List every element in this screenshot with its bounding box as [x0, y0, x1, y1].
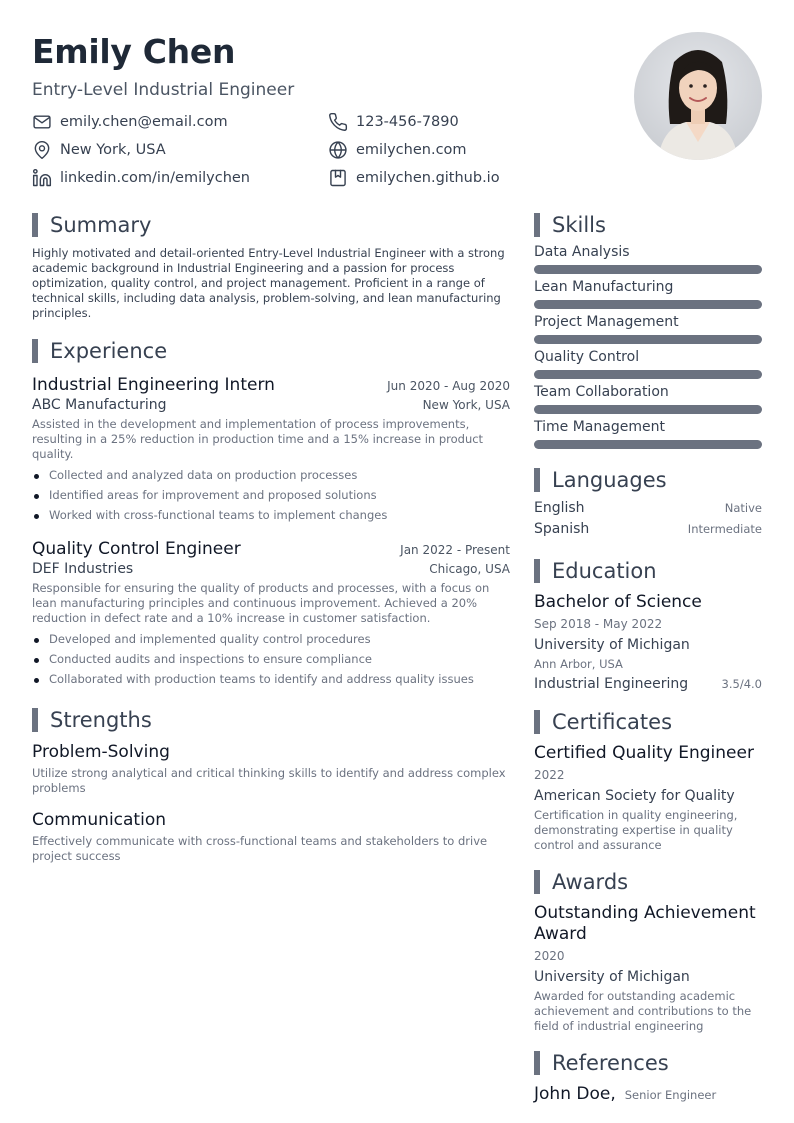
skill-name: Data Analysis — [534, 244, 630, 260]
phone-text: 123-456-7890 — [356, 114, 459, 130]
certificate-description: Certification in quality engineering, demonstrating expertise in quality control and assurance — [534, 808, 738, 852]
skill-name: Quality Control — [534, 349, 640, 365]
section-accent-bar — [32, 708, 38, 732]
summary-heading-text: Summary — [50, 213, 152, 237]
contact-github[interactable] — [328, 168, 500, 188]
job-bullet: Conducted audits and inspections to ensure compliance — [32, 649, 510, 669]
profile-photo — [634, 32, 762, 160]
experience-heading — [32, 338, 510, 364]
section-accent-bar — [534, 710, 540, 734]
skill-level-bar — [534, 370, 762, 379]
skills-heading-text: Skills — [552, 213, 606, 237]
strength-title: Communication — [32, 810, 166, 830]
award-title: Outstanding Achievement Award — [534, 903, 756, 944]
languages-list — [534, 498, 762, 539]
website-text: emilychen.com — [356, 142, 467, 158]
contact-info — [32, 112, 622, 202]
email-icon — [32, 112, 52, 132]
language-level: Intermediate — [687, 522, 762, 536]
location-text: New York, USA — [60, 142, 166, 158]
section-accent-bar — [32, 339, 38, 363]
contact-phone[interactable] — [328, 112, 459, 132]
job-bullet: Collaborated with production teams to identify and address quality issues — [32, 669, 510, 689]
skill-item — [534, 243, 762, 274]
languages-heading — [534, 467, 762, 493]
school-name: University of Michigan — [534, 637, 690, 653]
email-text: emily.chen@email.com — [60, 114, 228, 130]
skill-name: Lean Manufacturing — [534, 279, 674, 295]
education-heading — [534, 558, 762, 584]
contact-location — [32, 140, 166, 160]
strength-item — [32, 741, 510, 796]
field-of-study: Industrial Engineering — [534, 676, 689, 692]
job-bullet: Developed and implemented quality control procedures — [32, 629, 510, 649]
section-accent-bar — [534, 1051, 540, 1075]
experience-item — [32, 538, 510, 689]
job-location: Chicago, USA — [429, 562, 510, 576]
language-item — [534, 498, 762, 518]
references-heading — [534, 1050, 762, 1076]
skill-item — [534, 418, 762, 449]
skill-level-bar — [534, 440, 762, 449]
contact-website[interactable] — [328, 140, 467, 160]
linkedin-icon — [32, 168, 52, 188]
certificate-title: Certified Quality Engineer — [534, 743, 754, 763]
skill-item — [534, 313, 762, 344]
job-company: ABC Manufacturing — [32, 397, 167, 413]
reference-item — [534, 1084, 762, 1105]
strength-description: Utilize strong analytical and critical thinking skills to identify and address complex problems — [32, 766, 506, 795]
language-name: Spanish — [534, 521, 590, 537]
strength-description: Effectively communicate with cross-functional teams and stakeholders to drive project success — [32, 834, 488, 863]
reference-role: Senior Engineer — [624, 1088, 717, 1102]
globe-icon — [328, 140, 348, 160]
job-bullet: Collected and analyzed data on production processes — [32, 465, 510, 485]
certificates-heading — [534, 709, 762, 735]
summary-text: Highly motivated and detail-oriented Entry-Level Industrial Engineer with a strong academic background in Industrial Engineering and a passion for process optimization, quality control, and project management. Proficient in a range of technical skills, including data analysis, problem-solving, and lean manufacturing principles. — [32, 246, 505, 320]
job-description: Responsible for ensuring the quality of products and processes, with a focus on lean manufacturing principles and continuous improvement. Achieved a 20% reduction in defect rate and a 10% increase in customer satisfaction. — [32, 581, 490, 625]
skills-list — [534, 243, 762, 449]
github-icon — [328, 168, 348, 188]
gpa: 3.5/4.0 — [721, 677, 762, 691]
education-item — [534, 592, 762, 693]
skill-name: Team Collaboration — [534, 384, 669, 400]
certificate-issuer: American Society for Quality — [534, 788, 735, 804]
awards-heading — [534, 869, 762, 895]
resume-header — [32, 30, 622, 186]
skill-item — [534, 278, 762, 309]
strength-title: Problem-Solving — [32, 742, 170, 762]
job-bullet: Identified areas for improvement and proposed solutions — [32, 485, 510, 505]
job-location: New York, USA — [422, 398, 510, 412]
job-title: Industrial Engineering Intern — [32, 375, 275, 395]
skill-item — [534, 383, 762, 414]
strengths-heading — [32, 707, 510, 733]
strengths-heading-text: Strengths — [50, 708, 152, 732]
awards-heading-text: Awards — [552, 870, 629, 894]
skill-item — [534, 348, 762, 379]
location-icon — [32, 140, 52, 160]
certificate-item — [534, 743, 762, 853]
award-description: Awarded for outstanding academic achievement and contributions to the field of industrial engineering — [534, 989, 752, 1033]
certificates-heading-text: Certificates — [552, 710, 673, 734]
job-bullets — [32, 629, 510, 689]
degree-title: Bachelor of Science — [534, 592, 702, 612]
skill-level-bar — [534, 265, 762, 274]
strength-item — [32, 809, 510, 864]
side-column — [534, 212, 762, 1105]
phone-icon — [328, 112, 348, 132]
education-dates: Sep 2018 - May 2022 — [534, 617, 663, 631]
candidate-title: Entry-Level Industrial Engineer — [32, 80, 295, 100]
certificate-year: 2022 — [534, 768, 565, 782]
main-column — [32, 212, 510, 864]
award-issuer: University of Michigan — [534, 969, 690, 985]
job-title: Quality Control Engineer — [32, 539, 241, 559]
experience-heading-text: Experience — [50, 339, 168, 363]
skill-name: Time Management — [534, 419, 665, 435]
job-bullet: Worked with cross-functional teams to implement changes — [32, 505, 510, 525]
job-dates: Jun 2020 - Aug 2020 — [387, 379, 510, 393]
languages-heading-text: Languages — [552, 468, 667, 492]
github-text: emilychen.github.io — [356, 170, 500, 186]
candidate-name: Emily Chen — [32, 32, 236, 71]
contact-linkedin[interactable] — [32, 168, 250, 188]
job-bullets — [32, 465, 510, 525]
section-accent-bar — [534, 559, 540, 583]
award-year: 2020 — [534, 949, 565, 963]
skill-name: Project Management — [534, 314, 679, 330]
experience-item — [32, 374, 510, 525]
skill-level-bar — [534, 405, 762, 414]
section-accent-bar — [32, 213, 38, 237]
section-accent-bar — [534, 213, 540, 237]
skill-level-bar — [534, 300, 762, 309]
summary-heading — [32, 212, 510, 238]
language-level: Native — [724, 501, 762, 515]
job-description: Assisted in the development and implementation of process improvements, resulting in a 25% reduction in production time and a 15% increase in product quality. — [32, 417, 484, 461]
language-name: English — [534, 500, 585, 516]
contact-email[interactable] — [32, 112, 228, 132]
reference-name: John Doe, — [534, 1084, 616, 1104]
linkedin-text: linkedin.com/in/emilychen — [60, 170, 250, 186]
skill-level-bar — [534, 335, 762, 344]
skills-heading — [534, 212, 762, 238]
school-location: Ann Arbor, USA — [534, 657, 623, 671]
section-accent-bar — [534, 468, 540, 492]
references-heading-text: References — [552, 1051, 669, 1075]
education-heading-text: Education — [552, 559, 657, 583]
job-company: DEF Industries — [32, 561, 134, 577]
section-accent-bar — [534, 870, 540, 894]
language-item — [534, 519, 762, 539]
job-dates: Jan 2022 - Present — [400, 543, 510, 557]
award-item — [534, 903, 762, 1034]
